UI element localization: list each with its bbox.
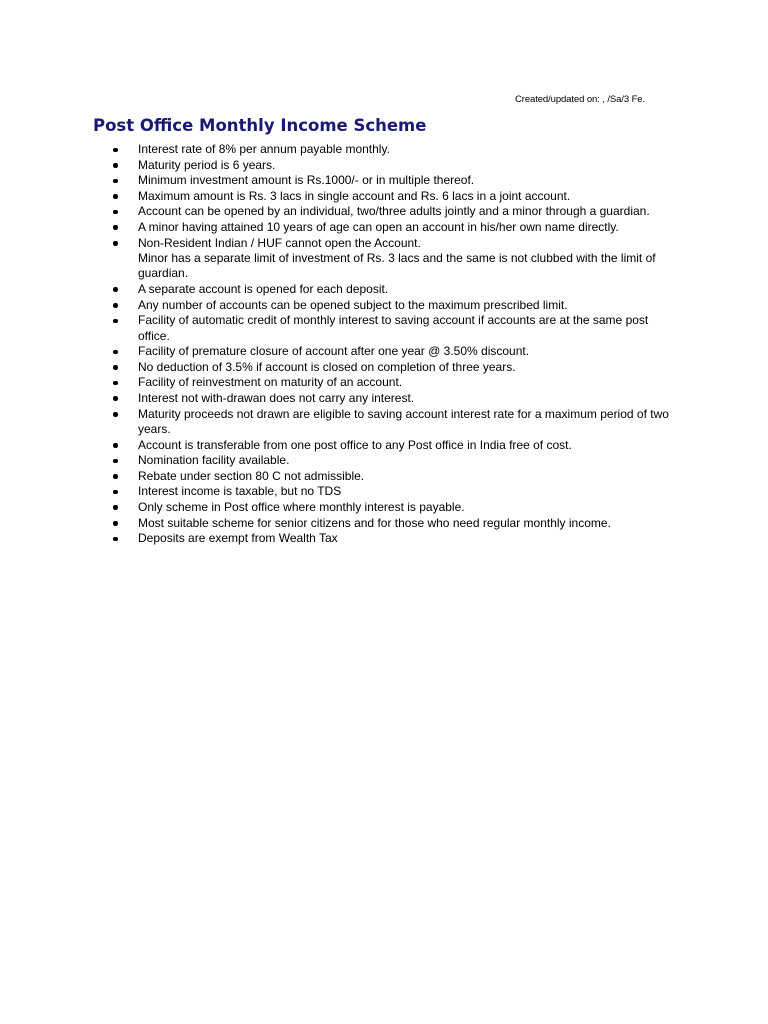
list-item bbox=[110, 453, 676, 468]
list-item bbox=[110, 189, 676, 204]
page-title: Post Office Monthly Income Scheme bbox=[93, 116, 427, 135]
bullet-dot-icon bbox=[113, 396, 118, 401]
list-item-text: Minor has a separate limit of investment of Rs. 3 lacs and the same is not clubbed with the limit of guardian. bbox=[138, 250, 656, 281]
list-item-text: Facility of reinvestment on maturity of an account. bbox=[138, 375, 403, 390]
list-item-text: Interest rate of 8% per annum payable monthly. bbox=[138, 142, 390, 156]
list-item bbox=[110, 375, 676, 390]
bullet-dot-icon bbox=[113, 365, 118, 370]
list-item bbox=[110, 204, 676, 219]
list-item-text: Deposits are exempt from Wealth Tax bbox=[138, 531, 338, 546]
scheme-features-list bbox=[110, 142, 676, 547]
list-item-text: A separate account is opened for each deposit. bbox=[138, 281, 389, 296]
list-item bbox=[110, 220, 676, 235]
bullet-dot-icon bbox=[113, 490, 118, 495]
list-item-text: A minor having attained 10 years of age can open an account in his/her own name directly. bbox=[138, 219, 619, 234]
list-item bbox=[110, 531, 676, 546]
list-item-text: Facility of automatic credit of monthly interest to saving account if accounts are at the same post office. bbox=[138, 313, 649, 343]
list-item-text: Interest not with-drawan does not carry any interest. bbox=[138, 390, 415, 405]
bullet-dot-icon bbox=[113, 194, 118, 199]
list-item bbox=[110, 313, 676, 344]
bullet-dot-icon bbox=[113, 443, 118, 448]
created-updated-line: Created/updated on: , /Sa/3 Fe. bbox=[515, 94, 645, 105]
list-item bbox=[110, 298, 676, 313]
list-item-text: Only scheme in Post office where monthly interest is payable. bbox=[138, 499, 465, 514]
list-item bbox=[110, 391, 676, 406]
bullet-dot-icon bbox=[113, 241, 118, 246]
bullet-dot-icon bbox=[113, 459, 118, 464]
bullet-dot-icon bbox=[113, 350, 118, 355]
list-item bbox=[110, 407, 676, 438]
bullet-dot-icon bbox=[113, 225, 118, 230]
list-item bbox=[110, 236, 676, 282]
bullet-dot-icon bbox=[113, 319, 118, 324]
bullet-dot-icon bbox=[113, 381, 118, 386]
bullet-dot-icon bbox=[113, 412, 118, 417]
list-item-text: Any number of accounts can be opened subject to the maximum prescribed limit. bbox=[138, 297, 568, 312]
list-item bbox=[110, 438, 676, 453]
bullet-dot-icon bbox=[113, 537, 118, 542]
list-item-text: No deduction of 3.5% if account is closed on completion of three years. bbox=[138, 359, 516, 374]
list-item-text: Rebate under section 80 C not admissible. bbox=[138, 468, 365, 483]
list-item bbox=[110, 142, 676, 157]
list-item-text: Facility of premature closure of account after one year @ 3.50% discount. bbox=[138, 344, 530, 359]
list-item bbox=[110, 173, 676, 188]
bullet-dot-icon bbox=[113, 474, 118, 479]
list-item bbox=[110, 344, 676, 359]
list-item bbox=[110, 484, 676, 499]
bullet-dot-icon bbox=[113, 210, 118, 215]
bullet-dot-icon bbox=[113, 179, 118, 184]
bullet-dot-icon bbox=[113, 521, 118, 526]
list-item-text: Maximum amount is Rs. 3 lacs in single account and Rs. 6 lacs in a joint account. bbox=[138, 188, 571, 203]
list-item bbox=[110, 516, 676, 531]
list-item-text: Account is transferable from one post office to any Post office in India free of cost. bbox=[138, 437, 572, 452]
list-item-text: Maturity proceeds not drawn are eligible to saving account interest rate for a maximum period of two years. bbox=[138, 406, 669, 436]
list-item bbox=[110, 500, 676, 515]
list-item-text: Nomination facility available. bbox=[138, 453, 290, 468]
list-item bbox=[110, 158, 676, 173]
list-item-text: Account can be opened by an individual, two/three adults jointly and a minor through a guardian. bbox=[138, 204, 650, 219]
bullet-dot-icon bbox=[113, 148, 118, 153]
list-item-text: Interest income is taxable, but no TDS bbox=[138, 484, 342, 499]
bullet-dot-icon bbox=[113, 287, 118, 292]
bullet-dot-icon bbox=[113, 505, 118, 510]
list-item bbox=[110, 469, 676, 484]
bullet-dot-icon bbox=[113, 163, 118, 168]
list-item-text: Maturity period is 6 years. bbox=[138, 157, 276, 172]
list-item-text: Minimum investment amount is Rs.1000/- or in multiple thereof. bbox=[138, 173, 475, 188]
bullet-dot-icon bbox=[113, 303, 118, 308]
list-item bbox=[110, 360, 676, 375]
list-item-text: Most suitable scheme for senior citizens and for those who need regular monthly income. bbox=[138, 515, 611, 530]
list-item bbox=[110, 282, 676, 297]
list-item-text: Non-Resident Indian / HUF cannot open the Account. bbox=[138, 235, 421, 250]
